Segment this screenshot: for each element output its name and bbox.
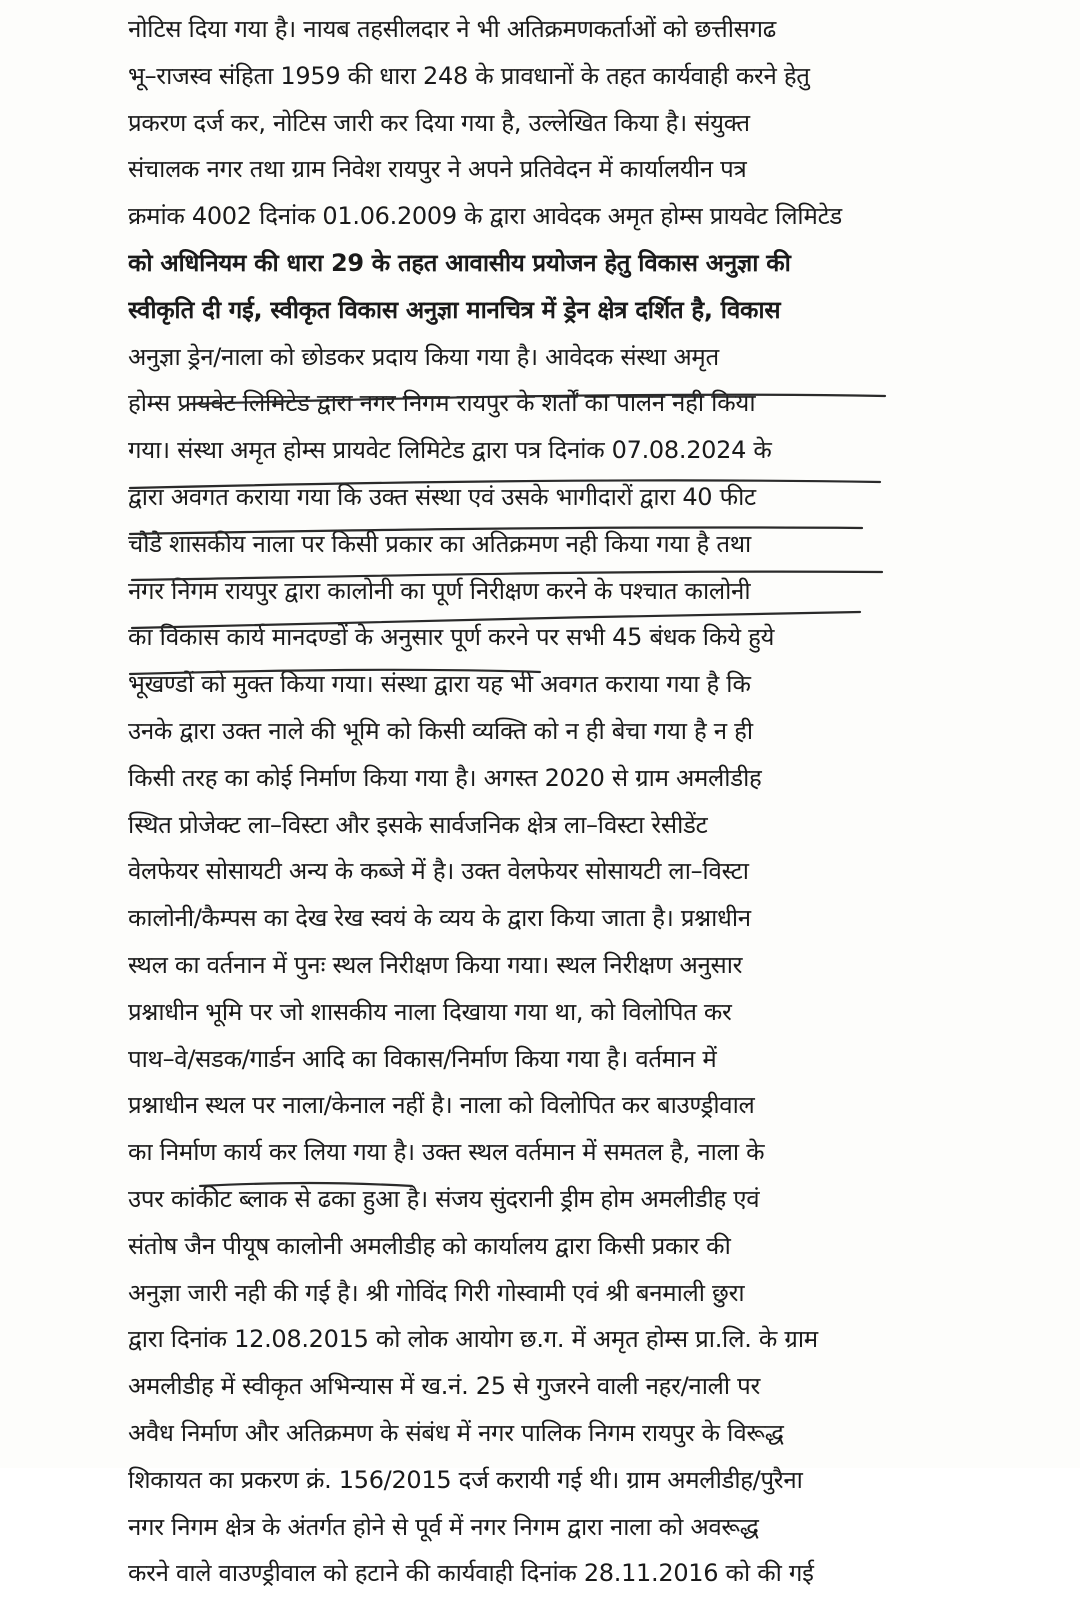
document-body: [128, 6, 888, 1597]
text-line: प्रश्नाधीन भूमि पर जो शासकीय नाला दिखाया गया था, को विलोपित कर: [128, 997, 732, 1026]
text-line: शिकायत का प्रकरण क्रं. 156/2015 दर्ज करायी गई थी। ग्राम अमलीडीह/पुरैना: [128, 1465, 803, 1494]
text-line: करने वाले वाउण्ड्रीवाल को हटाने की कार्यवाही दिनांक 28.11.2016 को की गई: [128, 1559, 814, 1588]
text-line: प्रश्नाधीन स्थल पर नाला/केनाल नहीं है। नाला को विलोपित कर बाउण्ड्रीवाल: [128, 1091, 755, 1120]
text-line: नोटिस दिया गया है। नायब तहसीलदार ने भी अतिक्रमणकर्ताओं को छत्तीसगढ: [128, 15, 776, 43]
text-line: होम्स प्रायवेट लिमिटेड द्वारा नगर निगम रायपुर के शर्तों का पालन नही किया: [128, 389, 756, 418]
text-line: संचालक नगर तथा ग्राम निवेश रायपुर ने अपने प्रतिवेदन में कार्यालयीन पत्र: [128, 155, 747, 184]
text-line: को अधिनियम की धारा 29 के तहत आवासीय प्रयोजन हेतु विकास अनुज्ञा की: [128, 248, 791, 277]
text-line: गया। संस्था अमृत होम्स प्रायवेट लिमिटेड द्वारा पत्र दिनांक 07.08.2024 के: [128, 436, 772, 465]
text-line: किसी तरह का कोई निर्माण किया गया है। अगस्त 2020 से ग्राम अमलीडीह: [128, 763, 762, 792]
text-line: क्रमांक 4002 दिनांक 01.06.2009 के द्वारा आवेदक अमृत होम्स प्रायवेट लिमिटेड: [128, 202, 842, 231]
text-line: द्वारा अवगत कराया गया कि उक्त संस्था एवं उसके भागीदारों द्वारा 40 फीट: [128, 482, 756, 511]
text-line: नगर निगम रायपुर द्वारा कालोनी का पूर्ण निरीक्षण करने के पश्चात कालोनी: [128, 576, 751, 605]
text-line: अनुज्ञा ड्रेन/नाला को छोडकर प्रदाय किया गया है। आवेदक संस्था अमृत: [128, 342, 719, 371]
text-line: अवैध निर्माण और अतिक्रमण के संबंध में नगर पालिक निगम रायपुर के विरूद्ध: [128, 1418, 784, 1447]
text-line: का विकास कार्य मानदण्डों के अनुसार पूर्ण करने पर सभी 45 बंधक किये हुये: [128, 623, 775, 652]
text-line: उनके द्वारा उक्त नाले की भूमि को किसी व्यक्ति को न ही बेचा गया है न ही: [128, 716, 753, 745]
text-line: स्थल का वर्तनान में पुनः स्थल निरीक्षण किया गया। स्थल निरीक्षण अनुसार: [128, 950, 743, 979]
text-line: प्रकरण दर्ज कर, नोटिस जारी कर दिया गया है, उल्लेखित किया है। संयुक्त: [128, 108, 750, 137]
text-line: भूखण्डों को मुक्त किया गया। संस्था द्वारा यह भी अवगत कराया गया है कि: [128, 670, 751, 699]
text-line: अमलीडीह में स्वीकृत अभिन्यास में ख.नं. 25 से गुजरने वाली नहर/नाली पर: [128, 1372, 760, 1401]
text-line: उपर कांकीट ब्लाक से ढका हुआ है। संजय सुंदरानी ड्रीम होम अमलीडीह एवं: [128, 1184, 760, 1213]
text-line: द्वारा दिनांक 12.08.2015 को लोक आयोग छ.ग. में अमृत होम्स प्रा.लि. के ग्राम: [128, 1325, 818, 1354]
text-line: नगर निगम क्षेत्र के अंतर्गत होने से पूर्व में नगर निगम द्वारा नाला को अवरूद्ध: [128, 1512, 759, 1541]
text-line: अनुज्ञा जारी नही की गई है। श्री गोविंद गिरी गोस्वामी एवं श्री बनमाली छुरा: [128, 1278, 745, 1307]
text-line: वेलफेयर सोसायटी अन्य के कब्जे में है। उक्त वेलफेयर सोसायटी ला–विस्टा: [128, 857, 749, 886]
text-line: संतोष जैन पीयूष कालोनी अमलीडीह को कार्यालय द्वारा किसी प्रकार की: [128, 1231, 731, 1260]
text-line: कालोनी/कैम्पस का देख रेख स्वयं के व्यय के द्वारा किया जाता है। प्रश्नाधीन: [128, 904, 751, 933]
text-line: चौडे शासकीय नाला पर किसी प्रकार का अतिक्रमण नही किया गया है तथा: [128, 529, 751, 558]
text-line: पाथ–वे/सडक/गार्डन आदि का विकास/निर्माण किया गया है। वर्तमान में: [128, 1044, 717, 1073]
text-line: स्वीकृति दी गई, स्वीकृत विकास अनुज्ञा मानचित्र में ड्रेन क्षेत्र दर्शित है, विकास: [128, 295, 781, 324]
text-line: स्थित प्रोजेक्ट ला–विस्टा और इसके सार्वजनिक क्षेत्र ला–विस्टा रेसीडेंट: [128, 810, 708, 839]
text-line: भू–राजस्व संहिता 1959 की धारा 248 के प्रावधानों के तहत कार्यवाही करने हेतु: [128, 61, 810, 90]
text-line: का निर्माण कार्य कर लिया गया है। उक्त स्थल वर्तमान में समतल है, नाला के: [128, 1138, 765, 1167]
